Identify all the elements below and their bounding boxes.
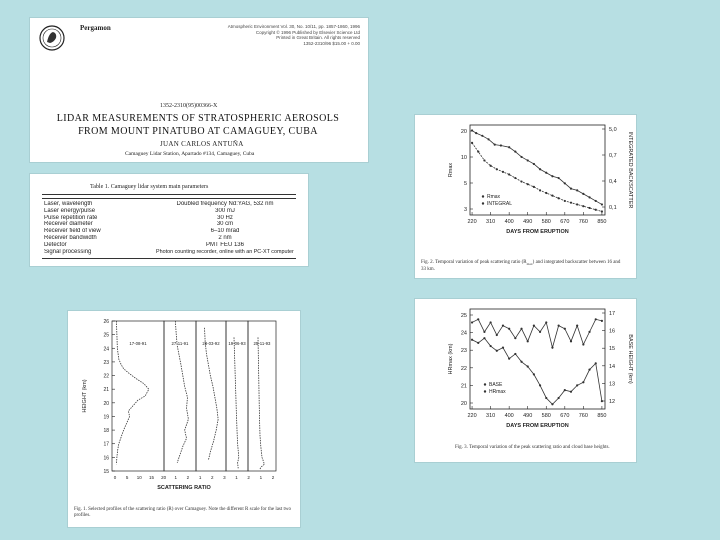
fig3-x-tick-label: 310 <box>486 413 496 419</box>
fig2-data-point <box>527 159 529 161</box>
table-row <box>44 242 294 249</box>
fig2-data-point <box>490 165 492 167</box>
value-cell: 2 nm <box>218 234 232 241</box>
fig2-data-point <box>527 183 529 185</box>
fig3-axes <box>448 309 633 429</box>
fig1-profile-date-label: 27-11-91 <box>171 341 189 346</box>
fig3-legend-label: HRmax <box>489 389 506 395</box>
journal-header <box>210 24 360 46</box>
fig3-data-point <box>490 321 492 323</box>
param-cell: Receiver bandwidth <box>44 234 97 241</box>
fig2-data-point <box>487 138 489 140</box>
fig1-x-tick-label: 1 <box>235 475 238 480</box>
fig2-x-tick-label: 850 <box>597 219 607 225</box>
fig1-y-tick-label: 23 <box>103 359 109 366</box>
fig3-data-point <box>601 400 603 402</box>
fig3-data-point <box>508 328 510 330</box>
fig3-y-tick-label-left: 21 <box>460 383 467 390</box>
parameters-table-panel <box>30 174 308 266</box>
fig2-data-point <box>576 189 578 191</box>
fig3-data-point <box>496 350 498 352</box>
fig2-data-point <box>595 209 597 211</box>
fig2-data-point <box>514 177 516 179</box>
fig2-data-point <box>545 192 547 194</box>
fig1-x-tick-label: 10 <box>136 475 142 480</box>
fig3-y-tick-label-left: 22 <box>460 365 467 372</box>
fig2-data-point <box>520 156 522 158</box>
table-bottom-rule <box>42 258 296 259</box>
fig3-data-point <box>471 339 473 341</box>
fig1-chart <box>68 311 300 527</box>
fig1-y-tick-label: 17 <box>103 441 109 448</box>
paper-title-line: LIDAR MEASUREMENTS OF STRATOSPHERIC AEROSOLS <box>56 113 340 124</box>
fig3-x-tick-label: 760 <box>578 413 588 419</box>
fig3-data-point <box>471 321 473 323</box>
fig3-data-point <box>545 397 547 399</box>
article-serial: 1352-2310(95)00366-X <box>160 103 218 109</box>
fig3-legend-label: BASE <box>489 382 503 388</box>
fig2-data-point <box>508 146 510 148</box>
fig3-chart <box>415 299 636 462</box>
fig2-y-axis-label-left: Rmax <box>448 162 454 178</box>
value-cell: 30 Hz <box>217 214 233 221</box>
fig3-data-point <box>582 381 584 383</box>
value-cell: 300 mJ <box>215 207 235 214</box>
fig3-data-point <box>545 321 547 323</box>
paper-title-line: FROM MOUNT PINATUBO AT CAMAGUEY, CUBA <box>78 126 318 137</box>
fig1-profile-line <box>234 337 239 468</box>
table-row <box>44 249 294 256</box>
fig2-caption-text: 33 km. <box>421 267 435 272</box>
fig3-data-point <box>595 318 597 320</box>
fig3-x-tick-label: 400 <box>504 413 514 419</box>
fig2-data-point <box>471 129 473 131</box>
fig1-profile-date-label: 28-03-92 <box>202 341 220 346</box>
fig2-data-point <box>558 177 560 179</box>
fig3-data-point <box>490 345 492 347</box>
fig1-y-tick-label: 15 <box>103 469 109 475</box>
fig3-x-tick-label: 850 <box>597 413 607 419</box>
fig2-data-point <box>533 163 535 165</box>
fig3-x-axis-label: DAYS FROM ERUPTION <box>506 423 569 429</box>
table-row <box>44 235 294 242</box>
fig1-x-tick-label: 1 <box>198 475 202 480</box>
fig2-data-point <box>582 205 584 207</box>
fig2-data-point <box>481 135 483 137</box>
fig1-y-tick-label: 24 <box>103 346 109 353</box>
fig2-data-point <box>576 203 578 205</box>
fig3-data-point <box>477 318 479 320</box>
fig2-legend-label: Rmax <box>487 194 501 200</box>
table-row <box>44 208 294 215</box>
fig3-data-point <box>558 324 560 326</box>
fig2-data-point <box>539 189 541 191</box>
fig2-data-point <box>564 182 566 184</box>
fig3-y-tick-label-right: 16 <box>609 328 616 335</box>
pergamon-logo-icon <box>38 24 66 52</box>
table-row <box>44 201 294 208</box>
fig3-y-tick-label-right: 17 <box>609 311 616 317</box>
fig2-data-point <box>582 193 584 195</box>
fig3-x-tick-label: 580 <box>541 413 551 419</box>
fig1-y-tick-label: 16 <box>103 455 109 462</box>
fig1-x-tick-label: 15 <box>148 475 154 480</box>
fig2-data-point <box>551 175 553 177</box>
fig3-data-point <box>539 331 541 333</box>
header-line: Atmospheric Environment Vol. 30, No. 10/11, pp. 1857-1860, 1996 <box>227 24 360 29</box>
fig3-data-point <box>502 347 504 349</box>
fig2-x-tick-label: 580 <box>541 219 551 225</box>
fig2-data-point <box>471 142 473 144</box>
fig1-profile-date-label: 19-06-93 <box>228 341 246 346</box>
header-line: Printed in Great Britain. All rights reserved <box>276 35 360 40</box>
fig2-y-tick-label-right: 0,4 <box>609 179 617 185</box>
fig3-y-tick-label-right: 13 <box>609 381 616 388</box>
fig2-data-point <box>564 200 566 202</box>
param-cell: Receiver diameter <box>44 221 93 228</box>
fig3-y-tick-label-left: 23 <box>460 348 467 355</box>
fig1-y-tick-label: 21 <box>103 387 109 394</box>
fig2-x-tick-label: 220 <box>467 219 477 225</box>
fig1-y-tick-label: 19 <box>103 414 109 421</box>
fig2-data-point <box>545 172 547 174</box>
fig3-x-tick-label: 490 <box>523 413 533 419</box>
fig2-x-tick-label: 310 <box>486 219 496 225</box>
parameters-table <box>44 201 294 255</box>
value-cell: Doubled frequency Nd:YAG, 532 nm <box>176 201 274 207</box>
value-cell: PMT FEU 136 <box>206 241 244 248</box>
fig1-y-tick-label: 22 <box>103 373 109 380</box>
fig3-data-point <box>576 384 578 386</box>
fig3-data-point <box>564 328 566 330</box>
fig3-data-point <box>483 337 485 339</box>
fig2-data-point <box>520 180 522 182</box>
fig1-profile-date-label: 25-11-93 <box>253 341 271 346</box>
param-cell: Laser energy/pulse <box>44 207 96 214</box>
fig1-x-tick-label: 2 <box>247 475 250 480</box>
author-affiliation: Camaguey Lidar Station, Apartado #134, Camaguey, Cuba <box>125 151 255 157</box>
fig3-data-point <box>588 331 590 333</box>
fig3-y-tick-label-left: 25 <box>460 313 467 319</box>
fig3-data-point <box>601 320 603 322</box>
fig2-data-point <box>558 197 560 199</box>
param-cell: Pulse repetition rate <box>44 214 98 221</box>
param-cell: Detector <box>44 241 67 248</box>
fig2-data-point <box>601 210 603 212</box>
fig3-x-tick-label: 220 <box>467 413 477 419</box>
fig3-data-point <box>576 324 578 326</box>
fig1-y-tick-label: 25 <box>103 332 109 339</box>
fig3-series-line <box>472 319 602 347</box>
fig3-data-point <box>520 328 522 330</box>
fig1-x-axis-label: SCATTERING RATIO <box>157 485 211 491</box>
table-row <box>44 221 294 228</box>
table-top-rule <box>42 194 296 195</box>
fig2-y-tick-label-left: 10 <box>460 155 467 161</box>
value-cell: Photon counting recorder, online with an PC-XT computer <box>156 248 294 255</box>
fig2-data-point <box>514 151 516 153</box>
fig2-caption <box>421 260 631 273</box>
fig2-data-point <box>475 132 477 134</box>
fig3-data-point <box>588 369 590 371</box>
author-name: JUAN CARLOS ANTUÑA <box>160 140 244 148</box>
fig3-y-tick-label-right: 12 <box>609 399 616 405</box>
fig2-data-point <box>588 207 590 209</box>
fig2-data-point <box>539 168 541 170</box>
fig3-data-point <box>582 343 584 345</box>
value-cell: 30 cm <box>216 221 234 228</box>
fig3-x-tick-label: 670 <box>560 413 570 419</box>
fig3-data-point <box>595 362 597 364</box>
fig1-x-tick-label: 5 <box>125 475 129 480</box>
fig1-x-tick-label: 0 <box>113 475 117 480</box>
table-row <box>44 228 294 235</box>
fig2-y-tick-label-right: 0,7 <box>609 153 617 159</box>
fig3-data-point <box>564 389 566 391</box>
fig2-x-tick-label: 760 <box>578 219 588 225</box>
fig1-profile-line <box>205 328 219 460</box>
fig3-data-point <box>514 337 516 339</box>
fig2-caption-sub: max <box>526 262 533 266</box>
fig2-y-tick-label-left: 20 <box>460 129 467 135</box>
fig1-y-tick-label: 26 <box>103 319 109 325</box>
fig2-axes <box>448 125 633 235</box>
fig3-y-axis-label-right: BASE HEIGHT (km) <box>627 334 633 384</box>
fig3-data-point <box>527 340 529 342</box>
fig3-data-point <box>533 324 535 326</box>
fig3-data-point <box>539 384 541 386</box>
fig3-y-tick-label-right: 15 <box>609 346 616 353</box>
fig3-data-point <box>514 353 516 355</box>
table-title: Table 1. Camaguey lidar system main parameters <box>90 184 209 190</box>
header-line: 1352-2310/96 $15.00 + 0.00 <box>303 40 360 46</box>
fig1-x-tick-label: 1 <box>259 475 263 480</box>
header-line: Copyright © 1996 Published by Elsevier Science Ltd <box>255 29 360 35</box>
fig1-x-tick-label: 1 <box>174 475 178 480</box>
fig1-x-tick-label: 2 <box>271 475 275 480</box>
fig2-y-tick-label-right: 5,0 <box>609 127 617 133</box>
fig2-y-tick-label-left: 5 <box>463 181 467 187</box>
value-cell: 6–10 mrad <box>210 228 240 235</box>
fig2-x-tick-label: 670 <box>560 219 570 225</box>
fig2-y-tick-label-right: 0,1 <box>609 205 617 211</box>
fig3-legend-marker <box>484 383 486 385</box>
fig3-data-point <box>533 373 535 375</box>
fig3-data-point <box>551 347 553 349</box>
fig2-legend-marker <box>482 202 484 204</box>
fig3-data-point <box>496 334 498 336</box>
fig3-caption: Fig. 3. Temporal variation of the peak scattering ratio and cloud base heights. <box>455 445 610 450</box>
fig1-panel <box>68 311 300 527</box>
fig2-data-point <box>502 171 504 173</box>
fig2-chart <box>415 115 636 278</box>
publisher-name: Pergamon <box>80 24 111 32</box>
fig2-x-tick-label: 400 <box>504 219 514 225</box>
fig3-data-point <box>570 391 572 393</box>
fig2-data-point <box>601 203 603 205</box>
fig3-legend-marker <box>484 390 486 392</box>
fig3-data-point <box>520 361 522 363</box>
param-cell: Laser, wavelength <box>44 201 93 207</box>
fig1-profile-line <box>258 337 264 469</box>
fig3-data-point <box>527 365 529 367</box>
fig3-data-point <box>502 324 504 326</box>
fig1-y-tick-label: 18 <box>103 428 109 435</box>
fig2-data-point <box>570 202 572 204</box>
param-cell: Receiver field of view <box>44 228 101 235</box>
fig2-x-tick-label: 490 <box>523 219 533 225</box>
fig2-marks <box>471 129 603 212</box>
fig2-data-point <box>508 173 510 175</box>
fig1-profile-date-label: 17-08-91 <box>129 341 147 346</box>
fig1-x-tick-label: 20 <box>161 475 167 480</box>
table-row <box>44 215 294 222</box>
fig2-caption-text: Fig. 2. Temporal variation of peak scattering ratio (R <box>421 260 527 265</box>
fig3-data-point <box>508 358 510 360</box>
fig2-data-point <box>551 195 553 197</box>
fig3-y-axis-label-left: HRmax (km) <box>448 343 454 375</box>
fig1-y-axis-label: HEIGHT (km) <box>82 379 88 413</box>
fig3-marks <box>471 318 603 405</box>
fig1-caption: Fig. 1. Selected profiles of the scattering ratio (R) over Camaguey. Note the different R scale for the last two profiles. <box>74 507 292 518</box>
fig2-data-point <box>477 151 479 153</box>
fig2-data-point <box>533 186 535 188</box>
fig2-y-axis-label-right: INTEGRATED BACKSCATTER <box>627 131 633 209</box>
fig1-x-tick-label: 2 <box>186 475 190 480</box>
fig2-data-point <box>500 144 502 146</box>
fig1-x-tick-label: 2 <box>210 475 214 480</box>
fig2-data-point <box>494 144 496 146</box>
fig1-x-tick-label: 3 <box>223 475 226 480</box>
fig3-y-tick-label-left: 24 <box>460 330 467 337</box>
fig1-y-tick-label: 20 <box>103 400 109 407</box>
fig2-data-point <box>496 168 498 170</box>
fig3-y-tick-label-left: 20 <box>460 401 467 407</box>
fig2-data-point <box>483 159 485 161</box>
fig3-data-point <box>551 403 553 405</box>
paper-title <box>48 112 348 138</box>
fig2-data-point <box>570 188 572 190</box>
fig3-data-point <box>477 342 479 344</box>
fig3-y-tick-label-right: 14 <box>609 363 616 370</box>
fig2-caption-text: ) and integrated backscatter between 16 and <box>532 260 621 265</box>
fig2-panel <box>415 115 636 278</box>
fig2-legend-label: INTEGRAL <box>487 201 513 207</box>
table-mid-rule <box>42 198 296 199</box>
fig3-data-point <box>483 331 485 333</box>
fig2-data-point <box>588 196 590 198</box>
fig2-data-point <box>595 200 597 202</box>
fig3-data-point <box>570 340 572 342</box>
fig2-y-tick-label-left: 3 <box>463 207 467 213</box>
fig3-data-point <box>558 397 560 399</box>
fig2-x-axis-label: DAYS FROM ERUPTION <box>506 229 569 235</box>
fig3-panel <box>415 299 636 462</box>
fig2-legend-marker <box>482 195 484 197</box>
param-cell: Signal processing <box>44 248 92 255</box>
paper-title-panel <box>30 18 368 162</box>
